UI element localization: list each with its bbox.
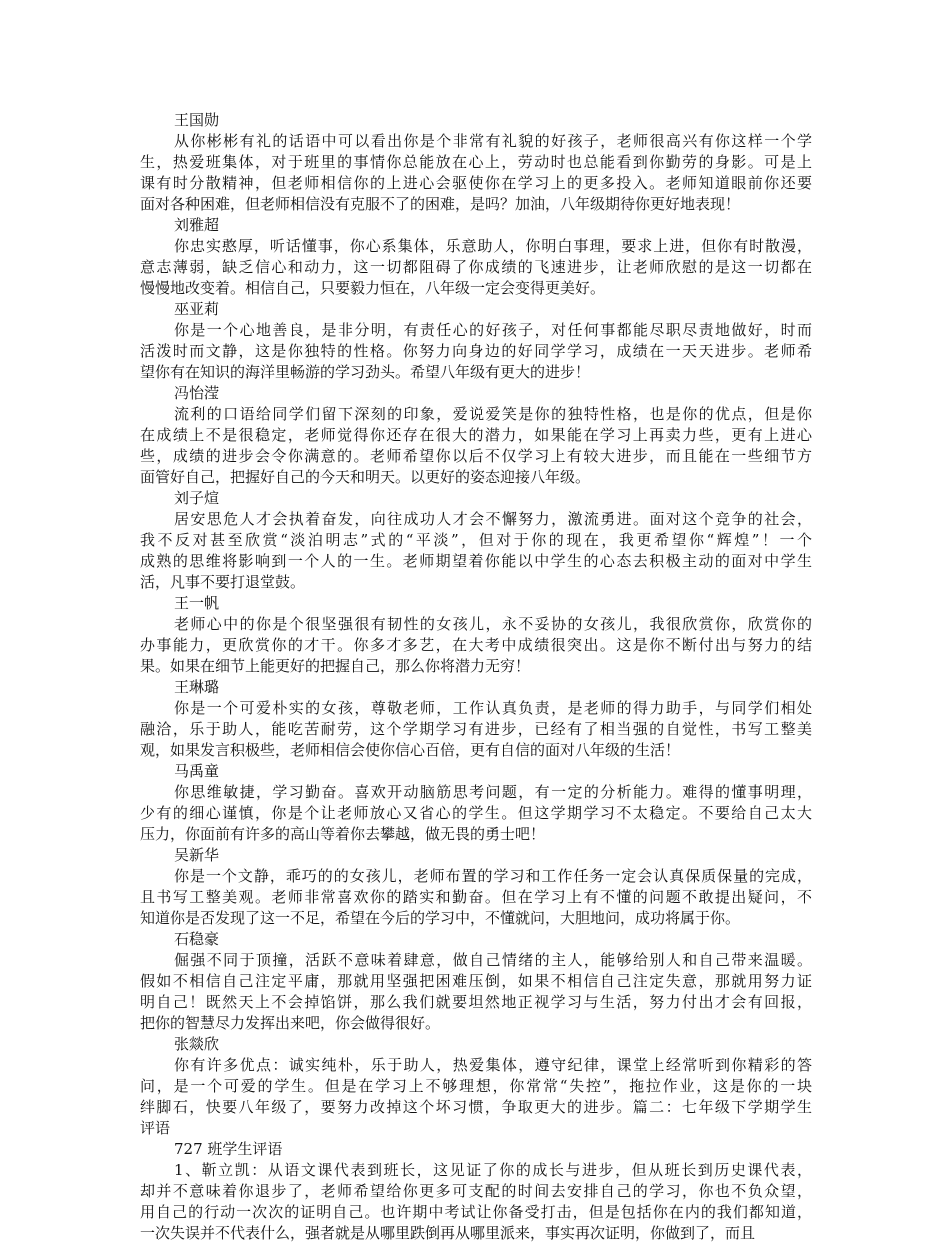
student-name: 王一帆 <box>174 594 220 612</box>
comment-line: 1、靳立凯：从语文课代表到班长，这见证了你的成长与进步，但从班长到历史课代表， <box>174 1161 812 1179</box>
comment-line: 压力，你面前有许多的高山等着你去攀越，做无畏的勇士吧！ <box>140 825 546 843</box>
student-name: 冯怡滢 <box>174 384 220 402</box>
comment-line: 绊脚石，快要八年级了，要努力改掉这个坏习惯，争取更大的进步。篇二：七年级下学期学生 <box>140 1098 812 1116</box>
comment-line: 面管好自己，把握好自己的今天和明天。以更好的姿态迎接八年级。 <box>140 468 591 486</box>
comment-line: 流利的口语给同学们留下深刻的印象，爱说爱笑是你的独特性格，也是你的优点，但是你 <box>174 405 812 423</box>
comment-line: 从你彬彬有礼的话语中可以看出你是个非常有礼貌的好孩子，老师很高兴有你这样一个学 <box>174 132 812 150</box>
comment-line: 倔强不同于顶撞，活跃不意味着肆意，做自己情绪的主人，能够给别人和自己带来温暖。 <box>174 951 812 969</box>
student-comments <box>140 110 812 1244</box>
comment-line: 成熟的思维将影响到一个人的一生。老师期望着你能以中学生的心态去积极主动的面对中学生 <box>140 552 812 570</box>
comment-line: 评语 <box>140 1119 171 1137</box>
comment-line: 少有的细心谨慎，你是个让老师放心又省心的学生。但这学期学习不太稳定。不要给自己太大 <box>140 804 812 822</box>
comment-line: 融洽，乐于助人，能吃苦耐劳，这个学期学习有进步，已经有了相当强的自觉性，书写工整美 <box>140 720 812 738</box>
comment-line: 意志薄弱，缺乏信心和动力，这一切都阻碍了你成绩的飞速进步，让老师欣慰的是这一切都在 <box>140 258 812 276</box>
comment-line: 你思维敏捷，学习勤奋。喜欢开动脑筋思考问题，有一定的分析能力。难得的懂事明理， <box>174 783 812 801</box>
student-name: 巫亚莉 <box>174 300 220 318</box>
student-name: 王琳璐 <box>174 678 220 696</box>
comment-line: 一次失误并不代表什么，强者就是从哪里跌倒再从哪里派来，事实再次证明，你做到了，而且 <box>140 1224 756 1242</box>
comment-line: 望你有在知识的海洋里畅游的学习劲头。希望八年级有更大的进步！ <box>140 363 591 381</box>
comment-line: 你忠实憨厚，听话懂事，你心系集体，乐意助人，你明白事理，要求上进，但你有时散漫， <box>174 237 812 255</box>
comment-line: 把你的智慧尽力发挥出来吧，你会做得很好。 <box>140 1014 441 1032</box>
comment-line: 办事能力，更欣赏你的才干。你多才多艺，在大考中成绩很突出。这是你不断付出与努力的结 <box>140 636 812 654</box>
comment-line: 些，成绩的进步会令你满意的。老师希望你以后不仅学习上有较大进步，而且能在一些细节方 <box>140 447 812 465</box>
comment-line: 面对各种困难，但老师相信没有克服不了的困难，是吗？加油，八年级期待你更好地表现！ <box>140 195 741 213</box>
student-name: 吴新华 <box>174 846 220 864</box>
comment-line: 慢慢地改变着。相信自己，只要毅力恒在，八年级一定会变得更美好。 <box>140 279 606 297</box>
comment-line: 假如不相信自己注定平庸，那就用坚强把困难压倒，如果不相信自己注定失意，那就用努力证 <box>140 972 812 990</box>
comment-line: 你是一个文静，乖巧的的女孩儿，老师布置的学习和工作任务一定会认真保质保量的完成， <box>174 867 812 885</box>
student-name: 马禹童 <box>174 762 220 780</box>
student-name: 刘子煊 <box>174 489 220 507</box>
comment-line: 知道你是否发现了这一不足，希望在今后的学习中，不懂就问，大胆地问，成功将属于你。 <box>140 909 741 927</box>
comment-line: 课有时分散精神，但老师相信你的上进心会驱使你在学习上的更多投入。老师知道眼前你还要 <box>140 174 812 192</box>
student-name: 石稳豪 <box>174 930 220 948</box>
comment-line: 你是一个可爱朴实的女孩，尊敬老师，工作认真负责，是老师的得力助手，与同学们相处 <box>174 699 812 717</box>
comment-line: 问，是一个可爱的学生。但是在学习上不够理想，你常常“失控”，拖拉作业，这是你的一块 <box>140 1077 812 1095</box>
comment-line: 却并不意味着你退步了，老师希望给你更多可支配的时间去安排自己的学习，你也不负众望， <box>140 1182 812 1200</box>
student-name: 王国勋 <box>174 111 220 129</box>
comment-line: 我不反对甚至欣赏“淡泊明志”式的“平淡”，但对于你的现在，我更希望你“辉煌”！一个 <box>140 531 812 549</box>
comment-line: 观，如果发言积极些，老师相信会使你信心百倍，更有自信的面对八年级的生活！ <box>140 741 681 759</box>
comment-line: 你有许多优点：诚实纯朴，乐于助人，热爱集体，遵守纪律，课堂上经常听到你精彩的答 <box>174 1056 812 1074</box>
comment-line: 老师心中的你是个很坚强很有韧性的女孩儿，永不妥协的女孩儿，我很欣赏你，欣赏你的 <box>174 615 812 633</box>
student-name: 727 班学生评语 <box>174 1140 283 1158</box>
comment-line: 果。如果在细节上能更好的把握自己，那么你将潜力无穷！ <box>140 657 531 675</box>
comment-line: 且书写工整美观。老师非常喜欢你的踏实和勤奋。但在学习上有不懂的问题不敢提出疑问，不 <box>140 888 812 906</box>
comment-line: 居安思危人才会执着奋发，向往成功人才会不懈努力，激流勇进。面对这个竞争的社会， <box>174 510 812 528</box>
comment-line: 明自己！既然天上不会掉馅饼，那么我们就要坦然地正视学习与生活，努力付出才会有回报， <box>140 993 812 1011</box>
comment-line: 在成绩上不是很稳定，老师觉得你还存在很大的潜力，如果能在学习上再卖力些，更有上进心 <box>140 426 812 444</box>
student-name: 刘雅超 <box>174 216 220 234</box>
student-name: 张燚欣 <box>174 1035 220 1053</box>
comment-line: 活，凡事不要打退堂鼓。 <box>140 573 306 591</box>
comment-line: 活泼时而文静，这是你独特的性格。你努力向身边的好同学学习，成绩在一天天进步。老师希 <box>140 342 812 360</box>
comment-line: 你是一个心地善良，是非分明，有责任心的好孩子，对任何事都能尽职尽责地做好，时而 <box>174 321 812 339</box>
comment-line: 用自己的行动一次次的证明自己。也许期中考试让你备受打击，但是包括你在内的我们都知道， <box>140 1203 812 1221</box>
comment-line: 生，热爱班集体，对于班里的事情你总能放在心上，劳动时也总能看到你勤劳的身影。可是上 <box>140 153 812 171</box>
